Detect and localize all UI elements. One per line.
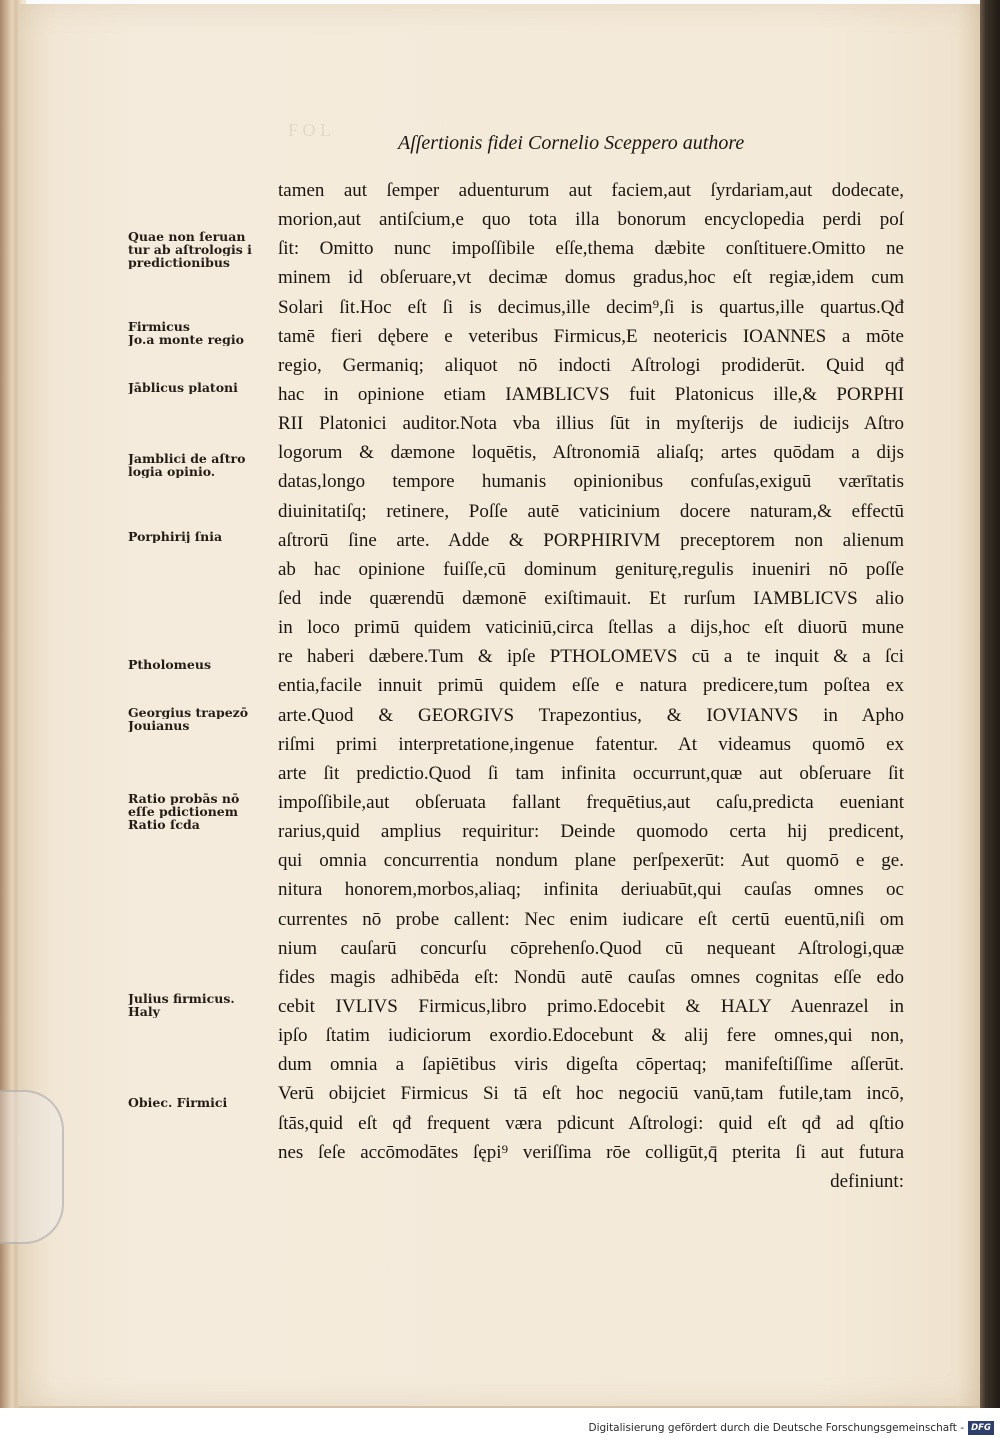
text-line: fides magis adhibēda eſt: Nondū autē cauſas omnes cognitas eſſe edo <box>278 966 904 988</box>
text-line: logorum & dæmone loquētis, Aſtronomiā aliaſq; artes quōdam a dijs <box>278 442 904 464</box>
marginal-note-line: Jāblicus platoni <box>128 381 238 394</box>
text-line: morion,aut antiſcium,e quo tota illa bonorum encyclopedia perdi poſ <box>278 209 904 231</box>
text-line: nitura honorem,morbos,aliaq; infinita deriuabūt,qui cauſas omnes oc <box>278 879 904 901</box>
text-line: aſtrorū ſine arte. Adde & PORPHIRIVM preceptorem non alienum <box>278 529 904 551</box>
marginal-note-line: Obiec. Firmici <box>128 1096 228 1109</box>
bleed-through: F O L <box>288 120 332 140</box>
marginal-note-line: eſſe pdictionem <box>128 805 238 818</box>
marginal-note-line: Julius firmicus. <box>128 992 235 1005</box>
body-text <box>278 176 904 1196</box>
marginal-note-line: Quae non ſeruan <box>128 230 246 243</box>
marginal-note-line: Haly <box>128 1005 160 1018</box>
marginal-note-line: Jouianus <box>128 719 190 732</box>
text-line: ſit: Omitto nunc impoſſibile eſſe,thema dæbite conſtituere.Omitto ne <box>278 238 904 260</box>
marginal-note-porphirij-sententia <box>128 530 268 543</box>
marginal-note-line: predictionibus <box>128 256 230 269</box>
marginal-note-quae-non-seruantur <box>128 230 268 269</box>
bleed-through <box>214 588 218 606</box>
marginal-note-line: Ratio ſcda <box>128 818 200 831</box>
text-line: tamen aut ſemper aduenturum aut faciem,aut ſyrdariam,aut dodecate, <box>278 180 904 201</box>
text-line: re haberi dæbere.Tum & ipſe PTHOLOMEVS cū a te inquit & a ſci <box>278 646 904 668</box>
text-line: hac in opinione etiam IAMBLICVS fuit Platonicus ille,& PORPHI <box>278 383 904 405</box>
marginal-note-line: Ptholomeus <box>128 658 211 671</box>
marginal-note-line: Porphirij ſnia <box>128 530 223 543</box>
text-line: RII Platonici auditor.Nota vba illius ſūt in myſterijs de iudicijs Aſtro <box>278 413 904 435</box>
book-right-edge <box>980 0 1000 1420</box>
text-line: qui omnia concurrentia nondum plane perſpexerūt: Aut quomō e ge. <box>278 850 904 872</box>
text-line: rarius,quid amplius requiritur: Deinde quomodo certa hij predicent, <box>278 821 904 843</box>
marginal-note-line: logia opinio. <box>128 465 216 478</box>
text-line: dum omnia a ſapiētibus viris digeſta cōpertaq; manifeſtiſſime aſſerūt. <box>278 1054 904 1076</box>
marginal-note-iamblicus-platoni <box>128 381 268 394</box>
text-line: impoſſibile,aut obſeruata fallant frequētius,aut caſu,predicta eueniant <box>278 791 904 813</box>
text-line: Solari ſit.Hoc eſt ſi is decimus,ille decim⁹,ſi is quartus,ille quartus.Qđ <box>278 296 904 318</box>
text-line: ipſo ſtatim iudiciorum exordio.Edocebunt & alij fere omnes,qui non, <box>278 1025 904 1047</box>
marginal-note-line: Georgius trapezō <box>128 706 249 719</box>
marginal-note-iulius-firmicus-haly <box>128 992 268 1018</box>
running-head: Aſſertionis fidei Cornelio Sceppero authore <box>398 132 745 154</box>
footer-bar <box>588 1420 1000 1438</box>
text-line: ſed inde quærendū dæmonē exiſtimauit. Et rurſum IAMBLICVS alio <box>278 587 904 609</box>
marginal-note-line: Jamblici de aſtro <box>128 452 246 465</box>
marginal-note-obiectio-firmici <box>128 1096 268 1109</box>
dfg-logo: DFG <box>968 1421 994 1435</box>
text-line: minem id obſeruare,vt decimæ domus gradus,hoc eſt regiæ,idem cum <box>278 267 904 289</box>
text-line: definiunt: <box>830 1170 904 1192</box>
marginal-note-georgius-iouianus <box>128 706 268 732</box>
text-line: arte.Quod & GEORGIVS Trapezontius, & IOVIANVS in Apho <box>278 704 904 726</box>
text-line: cebit IVLIVS Firmicus,libro primo.Edocebit & HALY Auenrazel in <box>278 995 904 1017</box>
marginal-note-iamblici-de-astrologia <box>128 452 268 478</box>
text-line: riſmi primi interpretatione,ingenue fatentur. At videamus quomō ex <box>278 733 904 755</box>
paper-clip <box>0 1090 64 1244</box>
text-line: entia,facile innuit primū quidem eſſe e natura predicere,tum poſtea ex <box>278 675 904 697</box>
text-line: diuinitatiſq; retinere, Poſſe autē vaticinium docere naturam,& effectū <box>278 500 904 522</box>
text-line: datas,longo tempore humanis opinionibus confuſas,exiguū værītatis <box>278 471 904 493</box>
marginal-note-line: Jo.a monte regio <box>128 333 244 346</box>
text-line: nes ſeſe accōmodātes ſępi⁹ veriſſima rōe colligūt,q̄ pterita ſi aut futura <box>278 1141 904 1163</box>
text-line: tamē fieri dębere e veteribus Firmicus,E neotericis IOANNES a mōte <box>278 325 904 347</box>
marginal-note-line: tur ab aſtrologis i <box>128 243 252 256</box>
text-line: ab hac opinione fuiſſe,cū dominum geniturę,regulis inueniri nō poſſe <box>278 558 904 580</box>
text-line: Verū obijciet Firmicus Si tā eſt hoc negociū vanū,tam futile,tam incō, <box>278 1083 904 1105</box>
text-line: ſtās,quid eſt qđ frequent væra pdicunt Aſtrologi: quid eſt qđ ad qſtio <box>278 1112 904 1134</box>
marginal-note-ratio-probans <box>128 792 268 831</box>
text-line: regio, Germaniq; aliquot nō indocti Aſtrologi prodiderūt. Quid qđ <box>278 354 904 376</box>
text-line: currentes nō probe callent: Nec enim iudicare eſt certū euentū,niſi om <box>278 908 904 930</box>
marginal-note-line: Ratio probās nō <box>128 792 240 805</box>
marginal-note-line: Firmicus <box>128 320 190 333</box>
footer-credit: Digitalisierung gefördert durch die Deutsche Forschungsgemeinschaft - <box>588 1422 964 1434</box>
text-line: arte ſit predictio.Quod ſi tam infinita occurrunt,quæ aut obſeruare ſit <box>278 762 904 784</box>
marginal-note-firmicus-monteregio <box>128 320 268 346</box>
marginal-note-ptholomeus <box>128 658 268 671</box>
text-line: nium cauſarū concurſu cōprehenſo.Quod cū nequeant Aſtrologi,quæ <box>278 937 904 959</box>
text-line: in loco primū quidem vaticiniū,circa ſtellas a dijs,hoc eſt diuorū mune <box>278 617 904 639</box>
